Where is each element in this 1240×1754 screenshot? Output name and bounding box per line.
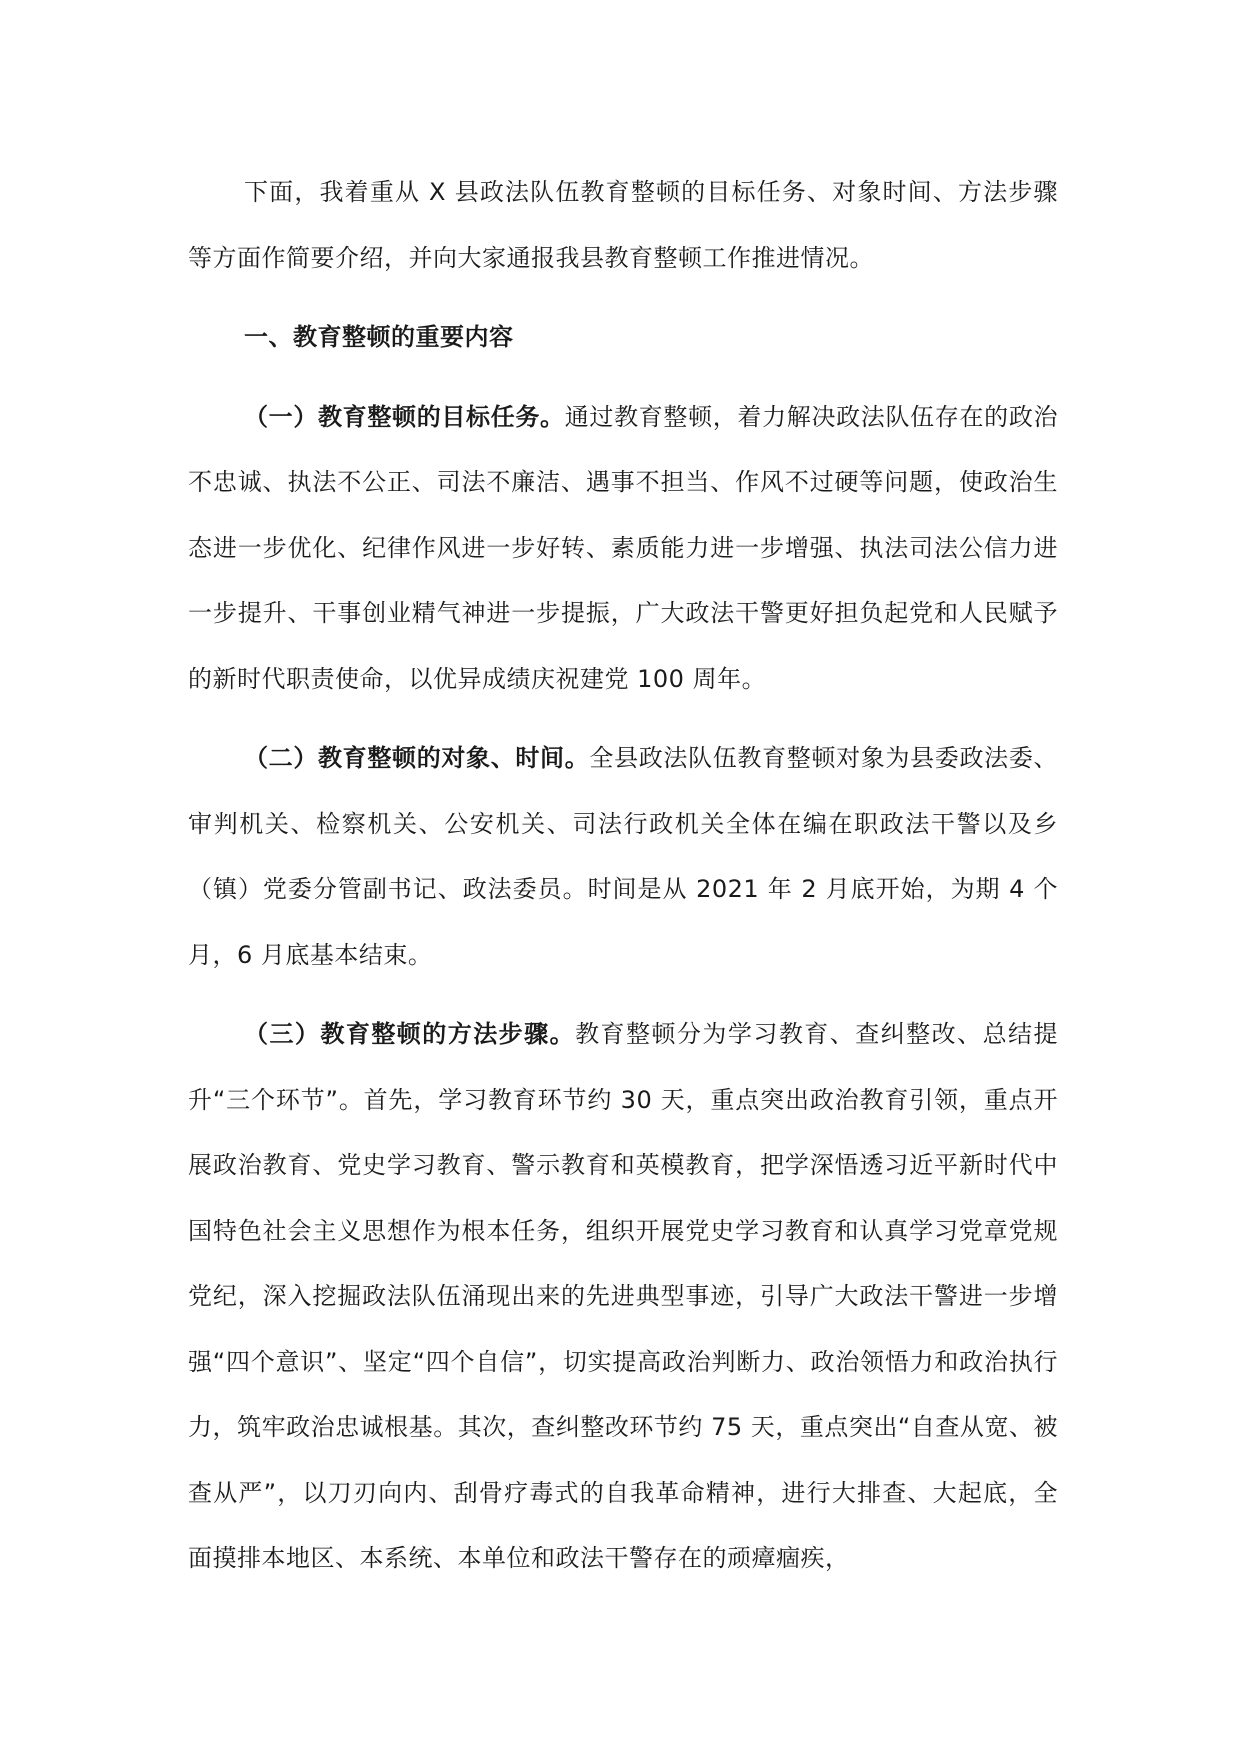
document-body: [188, 160, 1058, 1606]
item-body-goals: 通过教育整顿，着力解决政法队伍存在的政治不忠诚、执法不公正、司法不廉洁、遇事不担当、作风不过硬等问题，使政治生态进一步优化、纪律作风进一步好转、素质能力进一步增强、执法司法公信力进一步提升、干事创业精气神进一步提振，广大政法干警更好担负起党和人民赋予的新时代职责使命，以优异成绩庆祝建党 100 周年。: [188, 402, 1058, 693]
item-paragraph-targets-time: [188, 726, 1058, 988]
intro-paragraph: 下面，我着重从 X 县政法队伍教育整顿的目标任务、对象时间、方法步骤等方面作简要介绍，并向大家通报我县教育整顿工作推进情况。: [188, 178, 1058, 272]
item-lead-targets-time: （二）教育整顿的对象、时间。: [244, 744, 590, 772]
section-heading: 一、教育整顿的重要内容: [244, 323, 514, 351]
item-paragraph-methods: [188, 1002, 1058, 1592]
item-body-methods: 教育整顿分为学习教育、查纠整改、总结提升“三个环节”。首先，学习教育环节约 30 天，重点突出政治教育引领，重点开展政治教育、党史学习教育、警示教育和英模教育，把学深悟透习近平新时代中国特色社会主义思想作为根本任务，组织开展党史学习教育和认真学习党章党规党纪，深入挖掘政法队伍涌现出来的先进典型事迹，引导广大政法干警进一步增强“四个意识”、坚定“四个自信”，切实提高政治判断力、政治领悟力和政治执行力，筑牢政治忠诚根基。其次，查纠整改环节约 75 天，重点突出“自查从宽、被查从严”，以刀刃向内、刮骨疗毒式的自我革命精神，进行大排查、大起底，全面摸排本地区、本系统、本单位和政法干警存在的顽瘴痼疾，: [188, 1020, 1059, 1572]
item-paragraph-goals: [188, 385, 1058, 713]
item-lead-methods: （三）教育整顿的方法步骤。: [244, 1020, 576, 1048]
item-lead-goals: （一）教育整顿的目标任务。: [244, 402, 565, 431]
item-body-targets-time: 全县政法队伍教育整顿对象为县委政法委、审判机关、检察机关、公安机关、司法行政机关全体在编在职政法干警以及乡（镇）党委分管副书记、政法委员。时间是从 2021 年 2 月底开始，为期 4 个月，6 月底基本结束。: [188, 744, 1058, 969]
